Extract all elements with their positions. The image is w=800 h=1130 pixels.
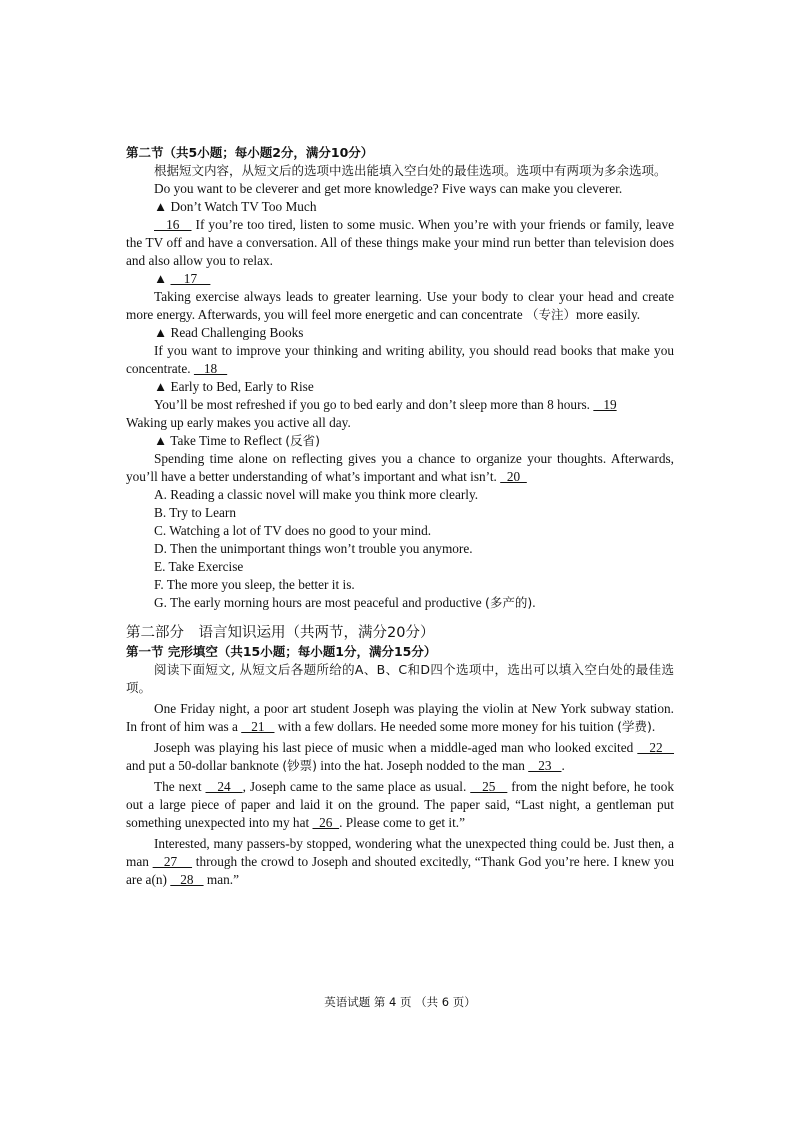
tip-paragraph-4 bbox=[126, 396, 674, 414]
option-g-text: G. The early morning hours are most peaceful and productive bbox=[154, 595, 485, 610]
tip-title-1: ▲ Don’t Watch TV Too Much bbox=[154, 199, 317, 214]
option-b: B. Try to Learn bbox=[154, 505, 237, 520]
cloze-gloss-1: (学费) bbox=[617, 719, 652, 734]
cloze-text-3b: , Joseph came to the same place as usual. bbox=[242, 779, 471, 794]
blank-24: 24 bbox=[205, 779, 243, 794]
cloze-text-2b: and put a 50-dollar banknote bbox=[126, 758, 283, 773]
tip-title-2 bbox=[126, 270, 674, 288]
cloze-instruction: 阅读下面短文, 从短文后各题所给的A、B、C和D四个选项中，选出可以填入空白处的最佳选项。 bbox=[126, 662, 674, 695]
cloze-paragraph-1 bbox=[126, 700, 674, 736]
cloze-text-1a: One Friday night, a poor art student Joseph was playing the violin at New York subway station. In front of him was a bbox=[126, 701, 674, 734]
option-e: E. Take Exercise bbox=[154, 559, 244, 574]
option-c: C. Watching a lot of TV does no good to your mind. bbox=[154, 523, 432, 538]
cloze-paragraph-4 bbox=[126, 835, 674, 889]
tip-text-4a: You’ll be most refreshed if you go to bed early and don’t sleep more than 8 hours. bbox=[154, 397, 594, 412]
tip-title-4: ▲ Early to Bed, Early to Rise bbox=[154, 379, 314, 394]
tip-text-1: If you’re too tired, listen to some music. When you’re with your friends or family, leave the TV off and have a conversation. All of these things make your mind run better than television does and also allow you to relax. bbox=[126, 217, 674, 268]
tip-paragraph-3 bbox=[126, 342, 674, 378]
option-g bbox=[126, 594, 674, 612]
cloze-text-2a: Joseph was playing his last piece of music when a middle-aged man who looked excited bbox=[154, 740, 638, 755]
tip-title-3: ▲ Read Challenging Books bbox=[154, 325, 304, 340]
cloze-text-4b: through the crowd to Joseph and shouted excitedly, “Thank God you’re here. I knew you are a(n) bbox=[126, 854, 674, 887]
cloze-gloss-2: (钞票) bbox=[282, 758, 317, 773]
blank-28: 28 bbox=[170, 872, 204, 887]
tip-title-5 bbox=[126, 432, 674, 450]
tip-title-5-gloss: (反省) bbox=[285, 433, 321, 448]
blank-19: 19 bbox=[593, 397, 617, 412]
cloze-text-1b: with a few dollars. He needed some more money for his tuition bbox=[274, 719, 618, 734]
option-a: A. Reading a classic novel will make you think more clearly. bbox=[154, 487, 479, 502]
cloze-text-3d: . Please come to get it.” bbox=[339, 815, 466, 830]
blank-22: 22 bbox=[637, 740, 675, 755]
tip-title-5-text: ▲ Take Time to Reflect bbox=[154, 433, 286, 448]
blank-25: 25 bbox=[470, 779, 508, 794]
exam-page bbox=[126, 144, 674, 889]
tip-paragraph-2 bbox=[126, 288, 674, 324]
blank-16: 16 bbox=[154, 217, 192, 232]
tip-paragraph-5 bbox=[126, 450, 674, 486]
tip-text-3: If you want to improve your thinking and writing ability, you should read books that make you concentrate. bbox=[126, 343, 674, 376]
cloze-text-2c: into the hat. Joseph nodded to the man bbox=[316, 758, 529, 773]
blank-23: 23 bbox=[528, 758, 562, 773]
option-g-gloss: (多产的) bbox=[484, 595, 533, 610]
section-instruction: 根据短文内容，从短文后的选项中选出能填入空白处的最佳选项。选项中有两项为多余选项。 bbox=[154, 163, 667, 178]
tip-paragraph-1 bbox=[126, 216, 674, 270]
blank-26: 26 bbox=[312, 815, 340, 830]
tip-text-2-gloss: （专注） bbox=[525, 307, 576, 322]
cloze-text-2-end: . bbox=[561, 758, 565, 773]
cloze-text-1-end: . bbox=[651, 719, 656, 734]
option-g-end: . bbox=[532, 595, 536, 610]
blank-17: 17 bbox=[170, 271, 211, 286]
tip-text-5: Spending time alone on reflecting gives you a chance to organize your thoughts. Afterwards, you’ll have a better understanding of what’s important and what isn’t. bbox=[126, 451, 674, 484]
blank-18: 18 bbox=[193, 361, 228, 376]
section-heading: 第二节（共5小题；每小题2分，满分10分） bbox=[126, 145, 374, 160]
page-footer: 英语试题 第 4 页 （共 6 页） bbox=[324, 995, 476, 1009]
blank-21: 21 bbox=[241, 719, 275, 734]
tip-paragraph-4-cont: Waking up early makes you active all day. bbox=[126, 415, 351, 430]
option-d: D. Then the unimportant things won’t trouble you anymore. bbox=[154, 541, 473, 556]
cloze-text-3c: from the night before, he took out a large piece of paper and laid it on the ground. The paper said, “Last night, a gentleman put something unexpected into my hat bbox=[126, 779, 675, 830]
blank-27: 27 bbox=[152, 854, 193, 869]
passage-intro: Do you want to be cleverer and get more knowledge? Five ways can make you cleverer. bbox=[154, 181, 623, 196]
option-f: F. The more you sleep, the better it is. bbox=[154, 577, 355, 592]
tip-text-2a: Taking exercise always leads to greater learning. Use your body to clear your head and create more energy. Afterwards, you will feel more energetic and can concentrate bbox=[126, 289, 674, 322]
cloze-heading: 第一节 完形填空（共15小题；每小题1分，满分15分） bbox=[126, 644, 437, 659]
blank-20: 20 bbox=[500, 469, 527, 484]
cloze-paragraph-3 bbox=[126, 778, 674, 832]
cloze-text-3a: The next bbox=[154, 779, 206, 794]
part-heading: 第二部分 语言知识运用（共两节，满分20分） bbox=[126, 625, 435, 641]
triangle-icon: ▲ bbox=[154, 271, 171, 286]
cloze-text-4c: man.” bbox=[203, 872, 239, 887]
tip-text-2b: more easily. bbox=[575, 307, 641, 322]
cloze-text-4a: Interested, many passers-by stopped, wondering what the unexpected thing could be. Just then, a man bbox=[126, 836, 674, 869]
cloze-paragraph-2 bbox=[126, 739, 674, 775]
